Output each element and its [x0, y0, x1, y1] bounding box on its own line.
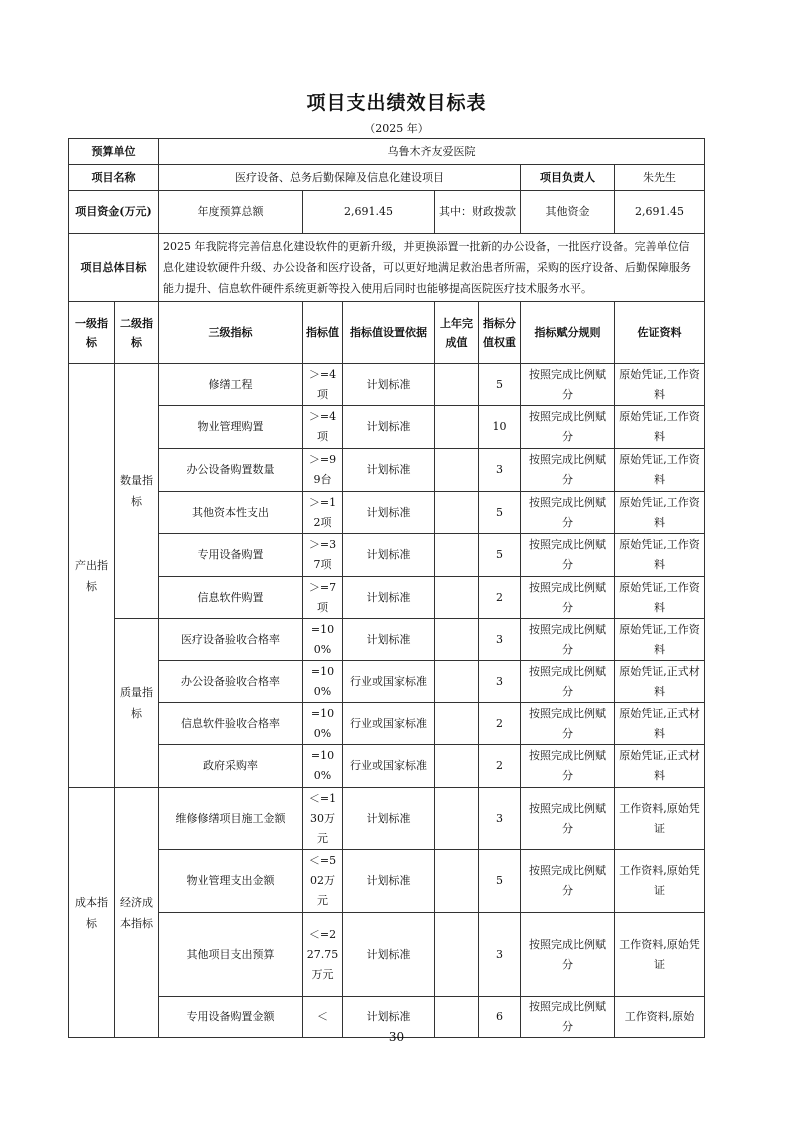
budget-total-value: 2,691.45 — [303, 191, 435, 234]
indicator-evidence: 工作资料,原始凭证 — [615, 913, 705, 997]
indicator-last-year — [435, 534, 479, 577]
indicator-value: ＜ — [303, 997, 343, 1038]
indicator-basis: 计划标准 — [343, 997, 435, 1038]
indicator-name: 其他项目支出预算 — [159, 913, 303, 997]
indicator-name: 维修修缮项目施工金额 — [159, 788, 303, 850]
indicator-weight: 5 — [479, 364, 521, 406]
group-quantity: 数量指标 — [115, 364, 159, 619]
goal-label: 项目总体目标 — [69, 234, 159, 302]
indicator-name: 医疗设备验收合格率 — [159, 619, 303, 661]
other-fund-value: 2,691.45 — [615, 191, 705, 234]
indicator-basis: 计划标准 — [343, 534, 435, 577]
indicator-last-year — [435, 449, 479, 492]
indicator-basis: 计划标准 — [343, 788, 435, 850]
indicator-name: 专用设备购置 — [159, 534, 303, 577]
indicator-last-year — [435, 850, 479, 913]
leader-label: 项目负责人 — [521, 165, 615, 191]
indicator-rule: 按照完成比例赋分 — [521, 449, 615, 492]
indicator-basis: 计划标准 — [343, 619, 435, 661]
indicator-last-year — [435, 745, 479, 788]
indicator-last-year — [435, 577, 479, 619]
indicator-rule: 按照完成比例赋分 — [521, 788, 615, 850]
indicator-value: ＜=502万元 — [303, 850, 343, 913]
indicator-value: ＞=4项 — [303, 364, 343, 406]
indicator-basis: 计划标准 — [343, 406, 435, 449]
indicator-evidence: 原始凭证,工作资料 — [615, 619, 705, 661]
header-level1: 一级指标 — [69, 302, 115, 364]
header-level3: 三级指标 — [159, 302, 303, 364]
indicator-weight: 5 — [479, 492, 521, 534]
page-number: 30 — [388, 1030, 405, 1044]
fiscal-label: 其中：财政拨款 — [435, 191, 521, 234]
indicator-weight: 3 — [479, 619, 521, 661]
indicator-evidence: 原始凭证,正式材料 — [615, 745, 705, 788]
indicator-evidence: 工作资料,原始 — [615, 997, 705, 1038]
fund-label: 项目资金(万元) — [69, 191, 159, 234]
indicator-basis: 行业或国家标准 — [343, 703, 435, 745]
indicator-weight: 2 — [479, 703, 521, 745]
indicator-rule: 按照完成比例赋分 — [521, 534, 615, 577]
header-value: 指标值 — [303, 302, 343, 364]
indicator-rule: 按照完成比例赋分 — [521, 619, 615, 661]
indicator-weight: 3 — [479, 449, 521, 492]
leader-value: 朱先生 — [615, 165, 705, 191]
indicator-name: 办公设备验收合格率 — [159, 661, 303, 703]
project-name-label: 项目名称 — [69, 165, 159, 191]
group-output: 产出指标 — [69, 364, 115, 788]
indicator-last-year — [435, 619, 479, 661]
indicator-value: ＜=130万元 — [303, 788, 343, 850]
unit-label: 预算单位 — [69, 139, 159, 165]
indicator-evidence: 工作资料,原始凭证 — [615, 788, 705, 850]
indicator-rule: 按照完成比例赋分 — [521, 703, 615, 745]
indicator-value: ＜=227.75万元 — [303, 913, 343, 997]
indicator-weight: 6 — [479, 997, 521, 1038]
indicator-value: =100% — [303, 661, 343, 703]
indicator-basis: 计划标准 — [343, 449, 435, 492]
goal-text: 2025 年我院将完善信息化建设软件的更新升级，并更换添置一批新的办公设备，一批医疗设备。完善单位信息化建设软硬件升级、办公设备和医疗设备，可以更好地满足救治患者所需，采购的医疗设备、后勤保障服务能力提升、信息软件硬件系统更新等投入使用后同时也能够提高医院医疗技术服务水平。 — [159, 234, 705, 302]
indicator-basis: 行业或国家标准 — [343, 661, 435, 703]
indicator-evidence: 原始凭证,工作资料 — [615, 406, 705, 449]
header-basis: 指标值设置依据 — [343, 302, 435, 364]
indicator-value: =100% — [303, 703, 343, 745]
indicator-name: 信息软件验收合格率 — [159, 703, 303, 745]
indicator-rule: 按照完成比例赋分 — [521, 661, 615, 703]
indicator-basis: 计划标准 — [343, 577, 435, 619]
project-name-value: 医疗设备、总务后勤保障及信息化建设项目 — [159, 165, 521, 191]
indicator-last-year — [435, 492, 479, 534]
budget-total-label: 年度预算总额 — [159, 191, 303, 234]
indicator-weight: 5 — [479, 850, 521, 913]
indicator-weight: 5 — [479, 534, 521, 577]
indicator-name: 其他资本性支出 — [159, 492, 303, 534]
indicator-name: 物业管理支出金额 — [159, 850, 303, 913]
header-last-year: 上年完成值 — [435, 302, 479, 364]
indicator-name: 办公设备购置数量 — [159, 449, 303, 492]
indicator-last-year — [435, 364, 479, 406]
indicator-basis: 计划标准 — [343, 850, 435, 913]
indicator-name: 修缮工程 — [159, 364, 303, 406]
unit-value: 乌鲁木齐友爱医院 — [159, 139, 705, 165]
header-weight: 指标分值权重 — [479, 302, 521, 364]
indicator-weight: 3 — [479, 913, 521, 997]
indicator-basis: 计划标准 — [343, 364, 435, 406]
indicator-last-year — [435, 661, 479, 703]
performance-table — [68, 138, 705, 1038]
indicator-value: ＞=7项 — [303, 577, 343, 619]
indicator-name: 政府采购率 — [159, 745, 303, 788]
indicator-value: ＞=4项 — [303, 406, 343, 449]
group-cost: 成本指标 — [69, 788, 115, 1038]
indicator-last-year — [435, 788, 479, 850]
indicator-name: 物业管理购置 — [159, 406, 303, 449]
group-quality: 质量指标 — [115, 619, 159, 788]
indicator-weight: 10 — [479, 406, 521, 449]
indicator-name: 信息软件购置 — [159, 577, 303, 619]
indicator-basis: 行业或国家标准 — [343, 745, 435, 788]
indicator-value: ＞=99台 — [303, 449, 343, 492]
header-evidence: 佐证资料 — [615, 302, 705, 364]
indicator-last-year — [435, 703, 479, 745]
indicator-rule: 按照完成比例赋分 — [521, 492, 615, 534]
indicator-rule: 按照完成比例赋分 — [521, 850, 615, 913]
indicator-weight: 2 — [479, 745, 521, 788]
indicator-value: ＞=12项 — [303, 492, 343, 534]
indicator-value: =100% — [303, 619, 343, 661]
indicator-rule: 按照完成比例赋分 — [521, 997, 615, 1038]
indicator-evidence: 原始凭证,正式材料 — [615, 661, 705, 703]
indicator-value: =100% — [303, 745, 343, 788]
year-label: （2025 年） — [364, 122, 429, 135]
indicator-name: 专用设备购置金额 — [159, 997, 303, 1038]
indicator-value: ＞=37项 — [303, 534, 343, 577]
indicator-last-year — [435, 406, 479, 449]
indicator-evidence: 原始凭证,工作资料 — [615, 577, 705, 619]
indicator-evidence: 原始凭证,工作资料 — [615, 534, 705, 577]
indicator-rule: 按照完成比例赋分 — [521, 577, 615, 619]
indicator-rule: 按照完成比例赋分 — [521, 364, 615, 406]
indicator-evidence: 原始凭证,正式材料 — [615, 703, 705, 745]
indicator-weight: 2 — [479, 577, 521, 619]
indicator-evidence: 原始凭证,工作资料 — [615, 492, 705, 534]
indicator-evidence: 原始凭证,工作资料 — [615, 364, 705, 406]
other-fund-label: 其他资金 — [521, 191, 615, 234]
indicator-weight: 3 — [479, 661, 521, 703]
indicator-evidence: 原始凭证,工作资料 — [615, 449, 705, 492]
indicator-evidence: 工作资料,原始凭证 — [615, 850, 705, 913]
indicator-rule: 按照完成比例赋分 — [521, 406, 615, 449]
indicator-weight: 3 — [479, 788, 521, 850]
indicator-rule: 按照完成比例赋分 — [521, 913, 615, 997]
indicator-basis: 计划标准 — [343, 492, 435, 534]
header-rule: 指标赋分规则 — [521, 302, 615, 364]
page-title: 项目支出绩效目标表 — [306, 92, 487, 114]
indicator-last-year — [435, 913, 479, 997]
group-economic-cost: 经济成本指标 — [115, 788, 159, 1038]
indicator-rule: 按照完成比例赋分 — [521, 745, 615, 788]
indicator-basis: 计划标准 — [343, 913, 435, 997]
header-level2: 二级指标 — [115, 302, 159, 364]
